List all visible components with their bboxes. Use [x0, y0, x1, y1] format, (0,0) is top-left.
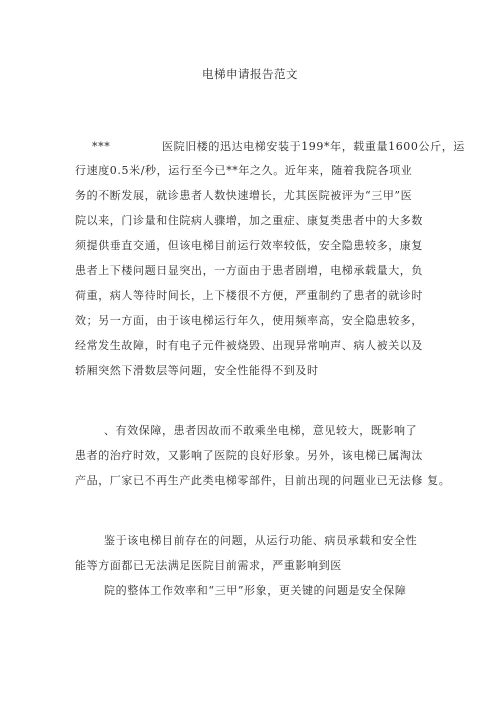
paragraph-line: 经常发生故障，时有电子元件被烧毁、出现异常响声、病人被关以及	[75, 339, 423, 352]
paragraph-line: 患者上下楼问题日显突出，一方面由于患者剧增，电梯承载量大，负	[75, 264, 423, 277]
paragraph-line: 医院旧楼的迅达电梯安装于199*年，载重量1600公斤，运	[162, 140, 465, 153]
paragraph-line: 鉴于该电梯目前存在的问题，从运行功能、病员承载和安全性	[104, 534, 418, 547]
paragraph-line: 院的整体工作效率和“三甲”形象，更关键的问题是安全保障	[104, 584, 407, 597]
document-title: 电梯申请报告范文	[202, 67, 298, 81]
paragraph-line: 行速度0.5米/秒，运行至今已**年之久。近年来，随着我院各项业	[75, 164, 413, 177]
paragraph-line: 产品，厂家已不再生产此类电梯零部件，目前出现的问题业已无法修 复。	[75, 474, 451, 487]
paragraph-line: 轿厢突然下滑数层等问题，安全性能得不到及时	[75, 364, 319, 377]
paragraph-line: 效；另一方面，由于该电梯运行年久，使用频率高，安全隐患较多，	[75, 314, 423, 327]
paragraph-line: 须提供垂直交通，但该电梯目前运行效率较低，安全隐患较多，康复	[75, 239, 423, 252]
paragraph-line: 务的不断发展，就诊患者人数快速增长，尤其医院被评为“三甲”医	[75, 189, 413, 202]
paragraph-line: 患者的治疗时效，又影响了医院的良好形象。另外，该电梯已属淘汰	[75, 449, 423, 462]
paragraph-line-stars: ***	[92, 140, 111, 153]
paragraph-line: 荷重，病人等待时间长，上下楼很不方便，严重制约了患者的就诊时	[75, 289, 423, 302]
paragraph-line: 能等方面都已无法满足医院目前需求，严重影响到医	[75, 559, 342, 572]
paragraph-line: 、有效保障，患者因故而不敢乘坐电梯，意见较大，既影响了	[104, 424, 418, 437]
paragraph-line: 院以来，门诊量和住院病人骤增，加之重症、康复类患者中的大多数	[75, 214, 423, 227]
